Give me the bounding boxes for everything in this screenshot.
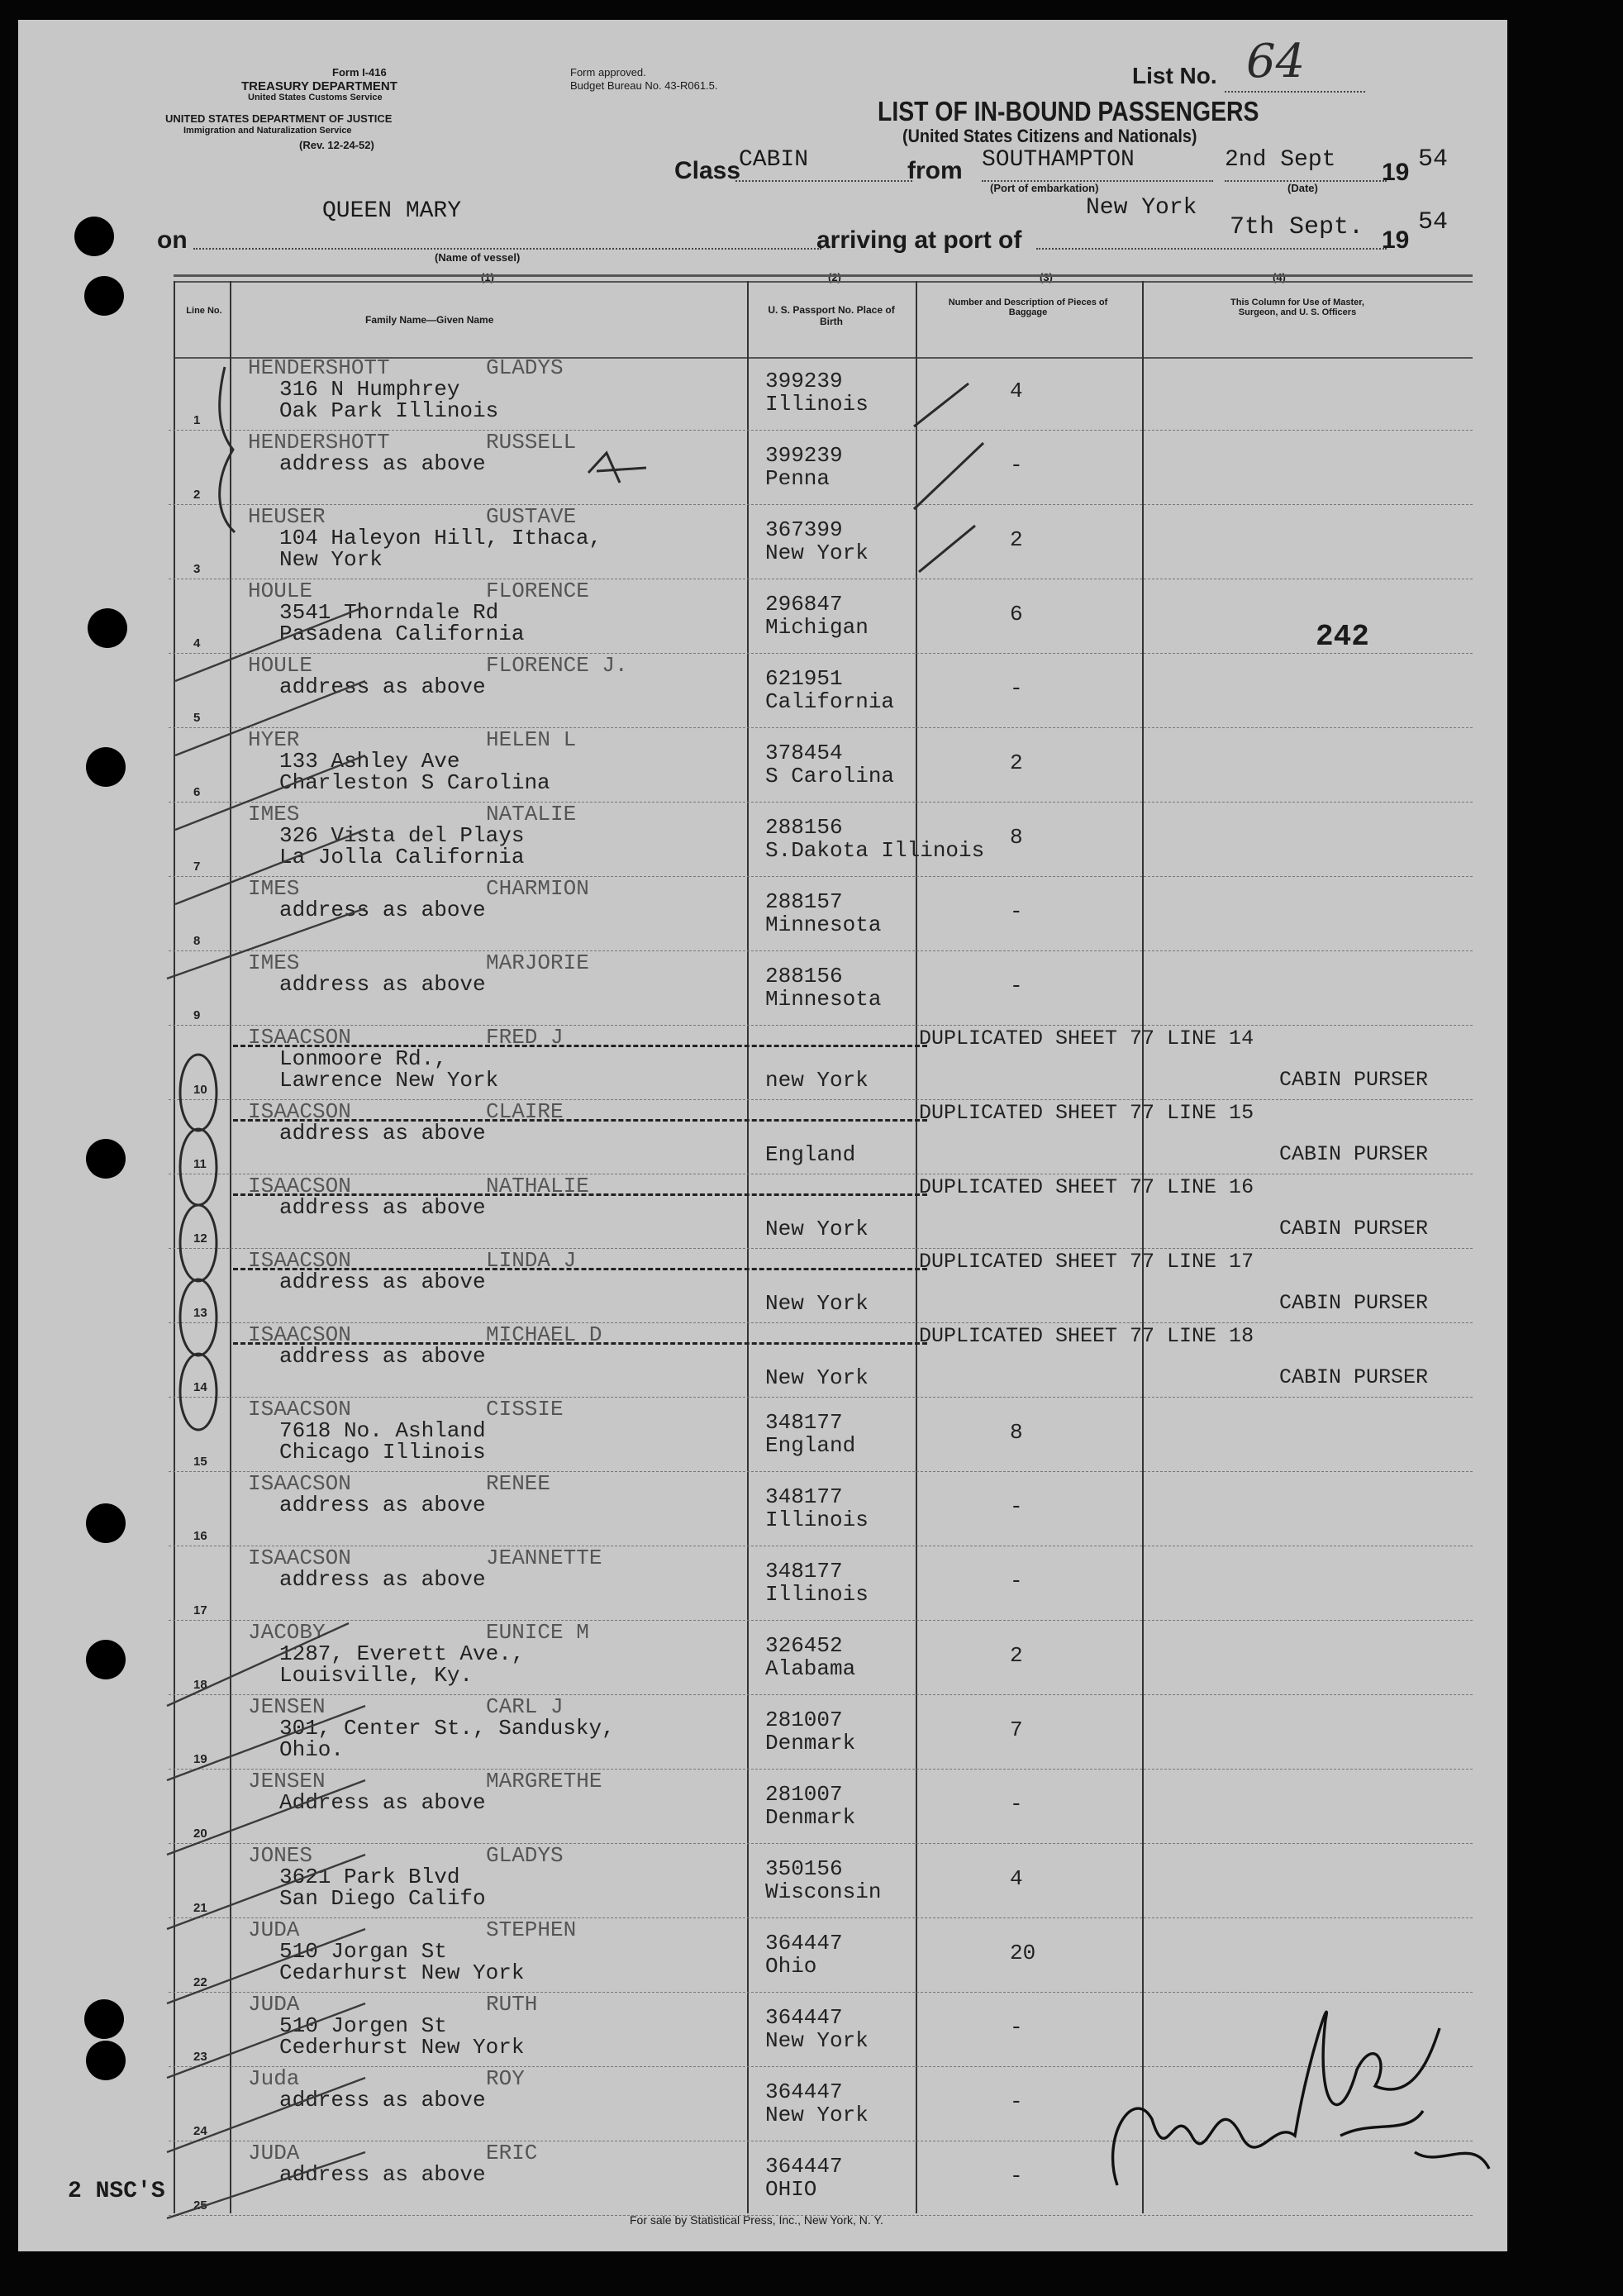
baggage-description: DUPLICATED SHEET 77 LINE 16 xyxy=(919,1175,1254,1199)
line-number: 1 xyxy=(193,413,201,427)
passport-number: 348177 xyxy=(765,1410,843,1435)
address-line-1: address as above xyxy=(279,674,486,699)
family-name: JUDA xyxy=(248,1992,300,2017)
given-name: LINDA J xyxy=(486,1248,577,1273)
given-name: ERIC xyxy=(486,2141,538,2165)
place-of-birth: OHIO xyxy=(765,2177,817,2202)
footer-printer: For sale by Statistical Press, Inc., New York, N. Y. xyxy=(630,2213,883,2227)
column-header-line-no: Line No. xyxy=(186,306,222,316)
line-number: 8 xyxy=(193,934,201,948)
address-line-2: Charleston S Carolina xyxy=(279,770,550,795)
place-of-birth: New York xyxy=(765,2103,869,2127)
class-value: CABIN xyxy=(739,147,809,173)
family-name: ISAACSON xyxy=(248,1322,351,1347)
line-number: 7 xyxy=(193,860,201,874)
column-number-4: (4) xyxy=(1273,271,1286,283)
baggage-count: 8 xyxy=(1010,825,1023,850)
place-of-birth: Illinois xyxy=(765,392,869,417)
given-name: CARL J xyxy=(486,1694,564,1719)
line-number: 22 xyxy=(193,1975,207,1989)
handwritten-checkmarks xyxy=(18,20,1507,2251)
class-label: Class xyxy=(674,157,741,184)
given-name: CHARMION xyxy=(486,876,589,901)
family-name: HOULE xyxy=(248,653,313,678)
revision-date: (Rev. 12-24-52) xyxy=(299,139,374,151)
given-name: FLORENCE J. xyxy=(486,653,628,678)
family-name: ISAACSON xyxy=(248,1025,351,1050)
family-name: IMES xyxy=(248,876,300,901)
family-name: ISAACSON xyxy=(248,1174,351,1198)
baggage-count: 6 xyxy=(1010,602,1023,626)
column-header-officers: This Column for Use of Master, Surgeon, and U. S. Officers xyxy=(1230,298,1364,317)
port-caption: (Port of embarkation) xyxy=(990,182,1099,194)
line-number: 10 xyxy=(193,1083,207,1097)
list-number: 64 xyxy=(1246,35,1306,88)
given-name: GLADYS xyxy=(486,355,564,380)
place-of-birth: New York xyxy=(765,1291,869,1316)
passport-number: 399239 xyxy=(765,443,843,468)
baggage-count: - xyxy=(1010,2015,1023,2040)
line-number: 20 xyxy=(193,1827,207,1841)
family-name: HENDERSHOTT xyxy=(248,355,390,380)
address-line-2: Chicago Illinois xyxy=(279,1440,486,1465)
baggage-count: 4 xyxy=(1010,1866,1023,1891)
given-name: MARJORIE xyxy=(486,950,589,975)
line-number: 23 xyxy=(193,2050,207,2064)
arrival-year: 54 xyxy=(1418,208,1449,236)
officer-annotation: 242 xyxy=(1316,620,1369,654)
line-number: 2 xyxy=(193,488,201,502)
given-name: NATHALIE xyxy=(486,1174,589,1198)
department-name: TREASURY DEPARTMENT xyxy=(241,79,397,93)
place-of-birth: Wisconsin xyxy=(765,1879,882,1904)
line-number: 18 xyxy=(193,1678,207,1692)
place-of-birth: California xyxy=(765,689,895,714)
place-of-birth: England xyxy=(765,1433,856,1458)
family-name: JUDA xyxy=(248,2141,300,2165)
column-number-1: (1) xyxy=(481,271,494,283)
passport-number: 350156 xyxy=(765,1856,843,1881)
address-line-1: address as above xyxy=(279,1344,486,1369)
ins-name: Immigration and Naturalization Service xyxy=(183,126,352,136)
place-of-birth: New York xyxy=(765,541,869,565)
line-number: 12 xyxy=(193,1231,207,1246)
page-subtitle: (United States Citizens and Nationals) xyxy=(902,126,1197,146)
passport-number: 281007 xyxy=(765,1782,843,1807)
given-name: FRED J xyxy=(486,1025,564,1050)
line-number: 19 xyxy=(193,1752,207,1766)
place-of-birth: Illinois xyxy=(765,1582,869,1607)
given-name: CLAIRE xyxy=(486,1099,564,1124)
family-name: Juda xyxy=(248,2066,300,2091)
address-line-1: 1287, Everett Ave., xyxy=(279,1641,525,1666)
family-name: JONES xyxy=(248,1843,313,1868)
family-name: JENSEN xyxy=(248,1694,326,1719)
baggage-count: 20 xyxy=(1010,1941,1036,1965)
baggage-count: - xyxy=(1010,2164,1023,2189)
customs-service: United States Customs Service xyxy=(248,93,383,102)
family-name: HYER xyxy=(248,727,300,752)
line-number: 16 xyxy=(193,1529,207,1543)
family-name: ISAACSON xyxy=(248,1471,351,1496)
form-approved: Form approved. xyxy=(570,66,646,79)
baggage-description: DUPLICATED SHEET 77 LINE 15 xyxy=(919,1101,1254,1125)
arrival-port: New York xyxy=(1086,195,1197,221)
baggage-count: - xyxy=(1010,1569,1023,1593)
baggage-count: 2 xyxy=(1010,527,1023,552)
given-name: RUSSELL xyxy=(486,430,577,455)
given-name: ROY xyxy=(486,2066,525,2091)
passport-number: 364447 xyxy=(765,1931,843,1955)
officer-note: CABIN PURSER xyxy=(1279,1365,1429,1389)
passenger-manifest-page xyxy=(18,20,1507,2251)
place-of-birth: Denmark xyxy=(765,1805,856,1830)
page-title: LIST OF IN-BOUND PASSENGERS xyxy=(878,96,1259,126)
officer-note: CABIN PURSER xyxy=(1279,1217,1429,1241)
address-line-1: Lonmoore Rd., xyxy=(279,1046,447,1071)
baggage-count: 2 xyxy=(1010,1643,1023,1668)
address-line-1: address as above xyxy=(279,972,486,997)
address-line-1: 510 Jorgan St xyxy=(279,1939,447,1964)
passport-number: 399239 xyxy=(765,369,843,393)
line-number: 24 xyxy=(193,2124,207,2138)
given-name: MARGRETHE xyxy=(486,1769,602,1793)
address-line-1: address as above xyxy=(279,2162,486,2187)
address-line-1: 316 N Humphrey xyxy=(279,377,460,402)
date-caption: (Date) xyxy=(1287,182,1318,194)
passport-number: 348177 xyxy=(765,1484,843,1509)
arriving-label: arriving at port of xyxy=(816,226,1022,254)
family-name: HENDERSHOTT xyxy=(248,430,390,455)
address-line-1: 326 Vista del Plays xyxy=(279,823,525,848)
place-of-birth: Minnesota xyxy=(765,912,882,937)
address-line-1: address as above xyxy=(279,898,486,922)
family-name: ISAACSON xyxy=(248,1546,351,1570)
arrival-date: 7th Sept. xyxy=(1230,213,1364,241)
column-header-baggage: Number and Description of Pieces of Baggage xyxy=(948,298,1108,317)
address-line-1: address as above xyxy=(279,1195,486,1220)
address-line-1: 510 Jorgen St xyxy=(279,2013,447,2038)
officer-note: CABIN PURSER xyxy=(1279,1068,1429,1092)
passport-number: 288157 xyxy=(765,889,843,914)
place-of-birth: Denmark xyxy=(765,1731,856,1755)
address-line-1: Address as above xyxy=(279,1790,486,1815)
place-of-birth: Michigan xyxy=(765,615,869,640)
place-of-birth: Illinois xyxy=(765,1508,869,1532)
column-header-name: Family Name—Given Name xyxy=(365,314,494,326)
family-name: JENSEN xyxy=(248,1769,326,1793)
line-number: 6 xyxy=(193,785,201,799)
baggage-count: - xyxy=(1010,453,1023,478)
corner-mark: 2 NSC'S xyxy=(68,2179,165,2204)
officer-note: CABIN PURSER xyxy=(1279,1142,1429,1166)
baggage-count: - xyxy=(1010,974,1023,998)
address-line-2: Cederhurst New York xyxy=(279,2035,525,2060)
family-name: HOULE xyxy=(248,579,313,603)
family-name: IMES xyxy=(248,802,300,826)
form-number: Form I-416 xyxy=(332,66,387,79)
address-line-1: address as above xyxy=(279,451,486,476)
place-of-birth: New York xyxy=(765,2028,869,2053)
line-number: 14 xyxy=(193,1380,207,1394)
place-of-birth: new York xyxy=(765,1068,869,1093)
place-of-birth: S Carolina xyxy=(765,764,895,788)
passport-number: 364447 xyxy=(765,2154,843,2179)
family-name: ISAACSON xyxy=(248,1248,351,1273)
baggage-count: - xyxy=(1010,899,1023,924)
address-line-1: address as above xyxy=(279,1493,486,1517)
passport-number: 364447 xyxy=(765,2079,843,2104)
column-header-passport: U. S. Passport No. Place of Birth xyxy=(768,304,895,327)
place-of-birth: S.Dakota Illinois xyxy=(765,838,985,863)
baggage-count: 2 xyxy=(1010,750,1023,775)
given-name: JEANNETTE xyxy=(486,1546,602,1570)
family-name: IMES xyxy=(248,950,300,975)
address-line-2: Lawrence New York xyxy=(279,1068,499,1093)
line-number: 4 xyxy=(193,636,201,650)
address-line-1: 7618 No. Ashland xyxy=(279,1418,486,1443)
place-of-birth: Minnesota xyxy=(765,987,882,1012)
baggage-count: - xyxy=(1010,1494,1023,1519)
family-name: JUDA xyxy=(248,1917,300,1942)
column-number-2: (2) xyxy=(828,271,841,283)
given-name: CISSIE xyxy=(486,1397,564,1422)
passport-number: 621951 xyxy=(765,666,843,691)
passport-number: 378454 xyxy=(765,741,843,765)
line-number: 11 xyxy=(193,1157,207,1171)
baggage-count: 4 xyxy=(1010,379,1023,403)
address-line-2: San Diego Califo xyxy=(279,1886,486,1911)
passport-number: 281007 xyxy=(765,1708,843,1732)
vessel-name: QUEEN MARY xyxy=(322,198,462,224)
address-line-2: Oak Park Illinois xyxy=(279,398,499,423)
family-name: JACOBY xyxy=(248,1620,326,1645)
baggage-count: 7 xyxy=(1010,1717,1023,1742)
family-name: ISAACSON xyxy=(248,1397,351,1422)
departure-year: 54 xyxy=(1418,145,1449,174)
given-name: GUSTAVE xyxy=(486,504,577,529)
from-label: from xyxy=(907,157,963,184)
baggage-description: DUPLICATED SHEET 77 LINE 18 xyxy=(919,1324,1254,1348)
family-name: ISAACSON xyxy=(248,1099,351,1124)
column-number-3: (3) xyxy=(1040,271,1053,283)
passport-number: 288156 xyxy=(765,815,843,840)
passport-number: 364447 xyxy=(765,2005,843,2030)
line-number: 5 xyxy=(193,711,201,725)
baggage-description: DUPLICATED SHEET 77 LINE 17 xyxy=(919,1250,1254,1274)
address-line-1: address as above xyxy=(279,2088,486,2113)
line-number: 13 xyxy=(193,1306,207,1320)
budget-bureau: Budget Bureau No. 43-R061.5. xyxy=(570,79,718,92)
on-label: on xyxy=(157,226,188,254)
line-number: 9 xyxy=(193,1008,201,1022)
doj-name: UNITED STATES DEPARTMENT OF JUSTICE xyxy=(165,112,393,125)
place-of-birth: Ohio xyxy=(765,1954,817,1979)
place-of-birth: Penna xyxy=(765,466,831,491)
list-number-label: List No. xyxy=(1132,63,1217,88)
address-line-2: Louisville, Ky. xyxy=(279,1663,474,1688)
given-name: MICHAEL D xyxy=(486,1322,602,1347)
officer-note: CABIN PURSER xyxy=(1279,1291,1429,1315)
given-name: STEPHEN xyxy=(486,1917,577,1942)
given-name: EUNICE M xyxy=(486,1620,589,1645)
line-number: 3 xyxy=(193,562,201,576)
line-number: 21 xyxy=(193,1901,207,1915)
address-line-1: address as above xyxy=(279,1269,486,1294)
place-of-birth: New York xyxy=(765,1365,869,1390)
vessel-caption: (Name of vessel) xyxy=(435,251,521,264)
family-name: HEUSER xyxy=(248,504,326,529)
port-of-embarkation: SOUTHAMPTON xyxy=(982,147,1135,173)
address-line-2: Ohio. xyxy=(279,1737,345,1762)
given-name: NATALIE xyxy=(486,802,577,826)
line-number: 25 xyxy=(193,2198,207,2213)
passport-number: 348177 xyxy=(765,1559,843,1584)
place-of-birth: New York xyxy=(765,1217,869,1241)
address-line-2: New York xyxy=(279,547,383,572)
address-line-2: Pasadena California xyxy=(279,622,525,646)
place-of-birth: England xyxy=(765,1142,856,1167)
given-name: RUTH xyxy=(486,1992,538,2017)
address-line-1: 3541 Thorndale Rd xyxy=(279,600,499,625)
baggage-count: - xyxy=(1010,2089,1023,2114)
given-name: GLADYS xyxy=(486,1843,564,1868)
passport-number: 326452 xyxy=(765,1633,843,1658)
baggage-count: - xyxy=(1010,676,1023,701)
address-line-1: address as above xyxy=(279,1121,486,1146)
given-name: RENEE xyxy=(486,1471,551,1496)
address-line-2: Cedarhurst New York xyxy=(279,1960,525,1985)
place-of-birth: Alabama xyxy=(765,1656,856,1681)
given-name: HELEN L xyxy=(486,727,577,752)
baggage-count: - xyxy=(1010,1792,1023,1817)
line-number: 15 xyxy=(193,1455,207,1469)
address-line-2: La Jolla California xyxy=(279,845,525,869)
line-number: 17 xyxy=(193,1603,207,1617)
year-prefix: 19 xyxy=(1382,159,1410,186)
given-name: FLORENCE xyxy=(486,579,589,603)
baggage-description: DUPLICATED SHEET 77 LINE 14 xyxy=(919,1027,1254,1050)
address-line-1: address as above xyxy=(279,1567,486,1592)
passport-number: 288156 xyxy=(765,964,843,988)
address-line-1: 133 Ashley Ave xyxy=(279,749,460,774)
year-prefix-2: 19 xyxy=(1382,226,1410,254)
address-line-1: 104 Haleyon Hill, Ithaca, xyxy=(279,526,602,550)
passport-number: 296847 xyxy=(765,592,843,617)
passport-number: 367399 xyxy=(765,517,843,542)
departure-date: 2nd Sept xyxy=(1225,147,1336,173)
baggage-count: 8 xyxy=(1010,1420,1023,1445)
address-line-1: 301, Center St., Sandusky, xyxy=(279,1716,615,1741)
address-line-1: 3621 Park Blvd xyxy=(279,1865,460,1889)
